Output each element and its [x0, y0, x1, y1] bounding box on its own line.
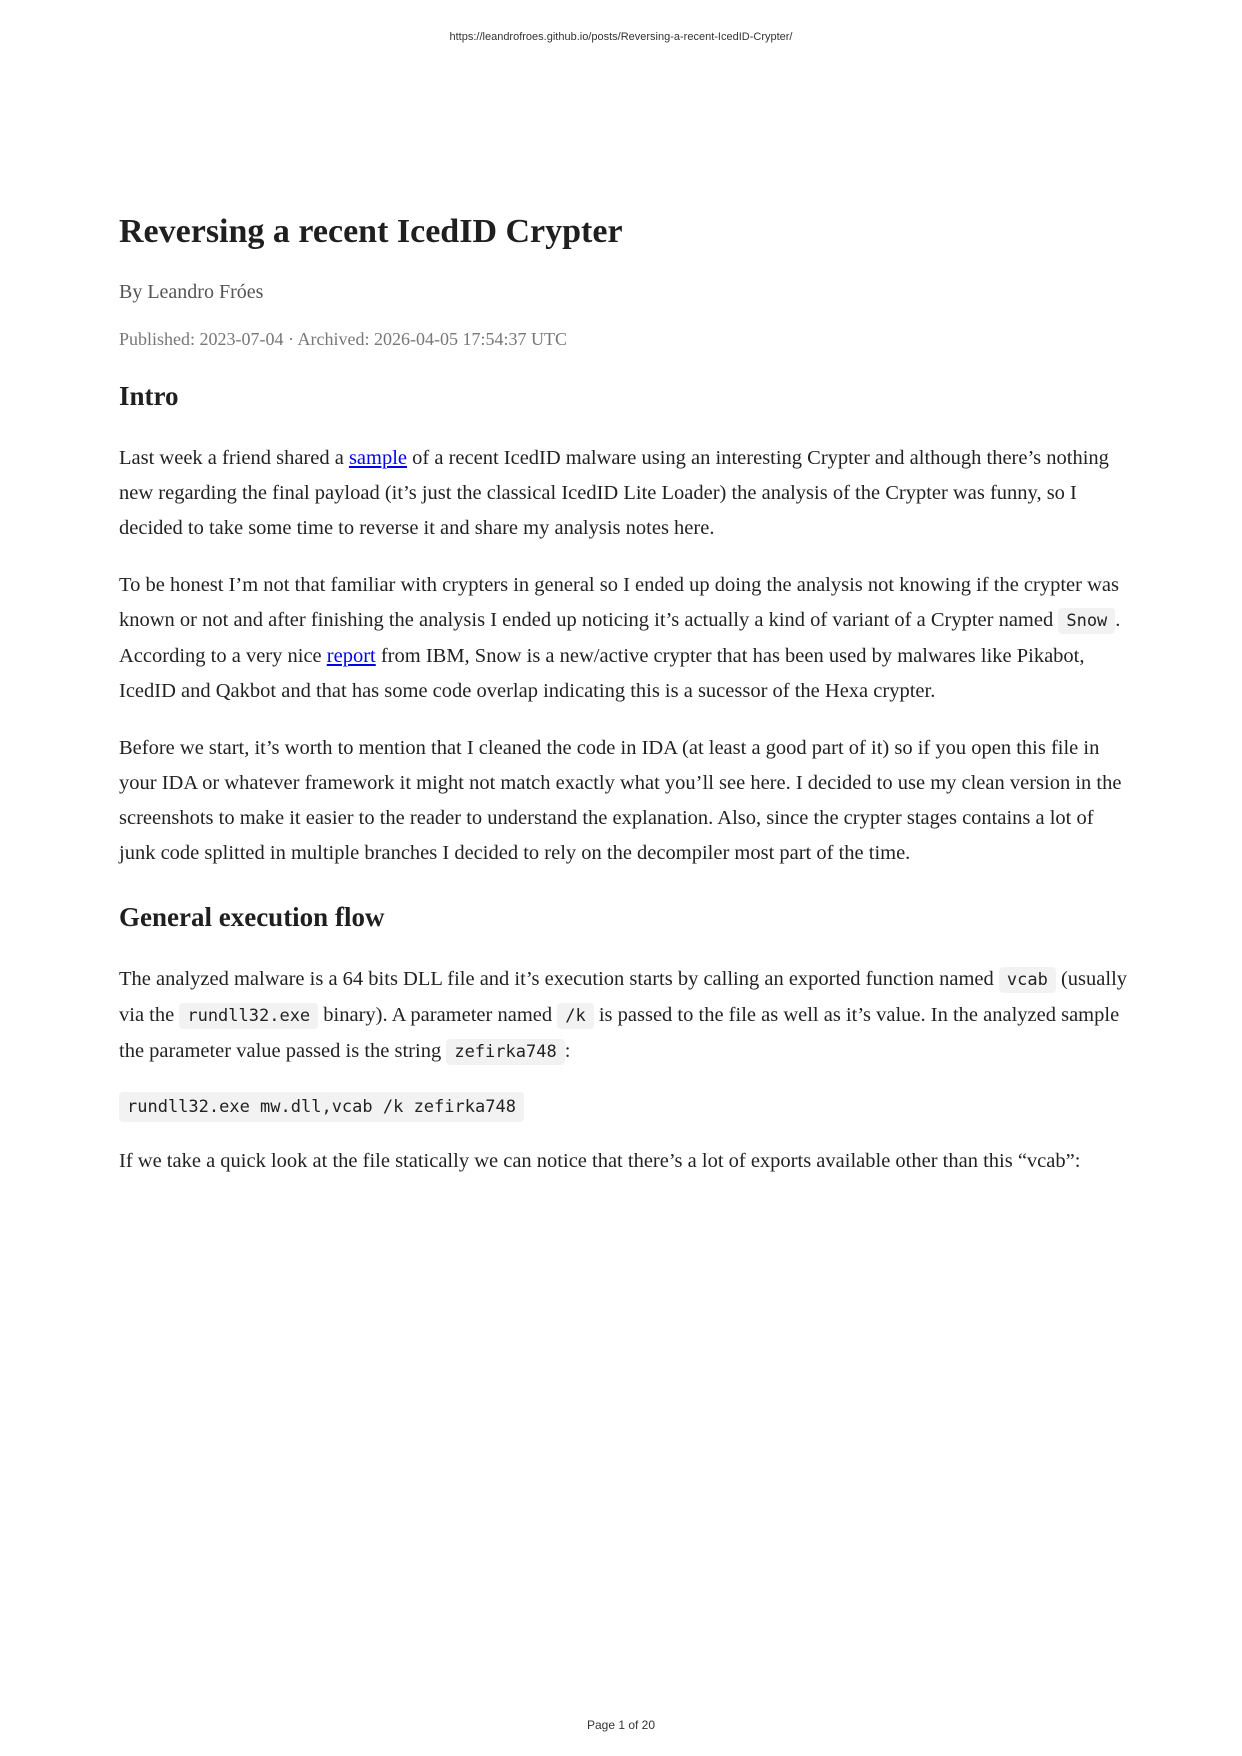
flow-paragraph-1	[119, 962, 1129, 1070]
page-title: Reversing a recent IcedID Crypter	[119, 213, 623, 250]
text-segment: is passed to the file as well as it’s value. In the analyzed sample the parameter value passed is the string	[119, 1004, 1120, 1062]
flow-paragraph-2: If we take a quick look at the file statically we can notice that there’s a lot of exports available other than this “vcab”:	[119, 1150, 1081, 1172]
intro-heading: Intro	[119, 381, 179, 411]
inline-code-vcab: vcab	[999, 967, 1056, 993]
text-segment: To be honest I’m not that familiar with crypters in general so I ended up doing the analysis not knowing if the crypter was known or not and after finishing the analysis I ended up noticing it’s actually a kind of variant of a Crypter named	[119, 574, 1119, 631]
text-segment: :	[564, 1040, 571, 1062]
sample-link[interactable]: sample	[348, 447, 408, 469]
intro-paragraph-3: Before we start, it’s worth to mention that I cleaned the code in IDA (at least a good part of it) so if you open this file in your IDA or whatever framework it might not match exactly what you’ll see here. I decided to use my clean version in the screenshots to make it easier to the reader to understand the explanation. Also, since the crypter stages contains a lot of junk code splitted in multiple branches I decided to rely on the decompiler most part of the time.	[119, 737, 1122, 864]
inline-code-zefirka: zefirka748	[446, 1039, 564, 1065]
publish-meta: Published: 2023-07-04 · Archived: 2026-04-05 17:54:37 UTC	[119, 329, 567, 349]
inline-code-k-param: /k	[557, 1003, 593, 1029]
execution-flow-heading: General execution flow	[119, 902, 385, 932]
text-segment: binary). A parameter named	[318, 1004, 558, 1026]
article	[119, 210, 1129, 1179]
text-segment: . According to a very nice	[119, 609, 1121, 667]
text-segment: of a recent IcedID malware using an interesting Crypter and although there’s nothing new regarding the final payload (it’s just the classical IcedID Lite Loader) the analysis of the Crypter was funny, so I decided to take some time to reverse it and share my analysis notes here.	[119, 447, 1109, 539]
inline-code-rundll32: rundll32.exe	[179, 1003, 318, 1029]
author-byline: By Leandro Fróes	[119, 281, 264, 303]
command-code-block: rundll32.exe mw.dll,vcab /k zefirka748	[119, 1092, 524, 1122]
page-number-footer: Page 1 of 20	[586, 1718, 656, 1732]
intro-paragraph-2	[119, 568, 1129, 709]
report-link[interactable]: report	[326, 645, 376, 667]
intro-paragraph-1	[119, 441, 1129, 546]
text-segment: (usually via the	[119, 968, 1128, 1026]
text-segment: Last week a friend shared a	[119, 447, 349, 469]
text-segment: from IBM, Snow is a new/active crypter that has been used by malwares like Pikabot, IcedID and Qakbot and that has some code overlap indicating this is a sucessor of the Hexa crypter.	[119, 645, 1085, 702]
page-url-header: https://leandrofroes.github.io/posts/Reversing-a-recent-IcedID-Crypter/	[449, 31, 793, 43]
text-segment: The analyzed malware is a 64 bits DLL file and it’s execution starts by calling an exported function named	[119, 968, 999, 990]
inline-code-snow: Snow	[1058, 608, 1115, 634]
